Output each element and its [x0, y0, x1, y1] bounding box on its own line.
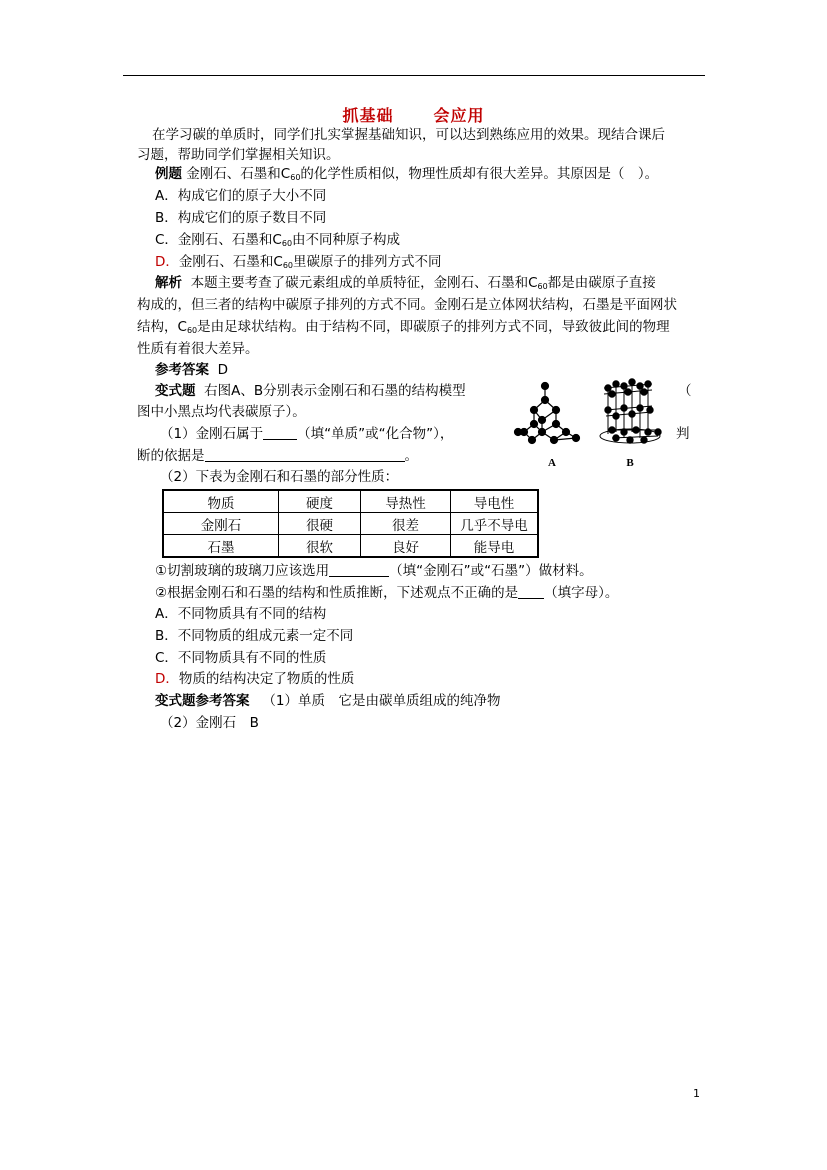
variant-label: 变式题 [155, 383, 196, 399]
variant-answer-line-2: （2）金刚石 B [160, 715, 259, 731]
variant-answer-line-1: 变式题参考答案 （1）单质 它是由碳单质组成的纯净物 [155, 693, 501, 709]
option-d-letter: D． [155, 254, 179, 270]
table-header-cell: 硬度 [279, 490, 361, 513]
analysis-line-2: 构成的，但三者的结构中碳原子排列的方式不同。金刚石是立体网状结构，石墨是平面网状 [137, 297, 677, 313]
table-header-cell: 导电性 [451, 490, 539, 513]
table-cell: 能导电 [451, 535, 539, 558]
table-cell: 金刚石 [163, 513, 279, 535]
table-header-cell: 导热性 [361, 490, 451, 513]
table-cell: 几乎不导电 [451, 513, 539, 535]
example-label: 例题 [155, 166, 182, 182]
header-rule [123, 75, 705, 76]
figure-label-b: B [626, 457, 634, 469]
figure-label-a: A [548, 457, 556, 469]
answer-blank-1[interactable] [263, 426, 297, 440]
analysis-line-4: 性质有着很大差异。 [137, 341, 259, 357]
table-cell: 石墨 [163, 535, 279, 558]
variant-paren: （ [678, 383, 692, 399]
example-option-d: D．金刚石、石墨和$C_{60}$里碳原子的排列方式不同 [155, 254, 442, 270]
answer-blank-4[interactable] [518, 585, 544, 599]
answer-label: 参考答案 [155, 362, 209, 378]
answer-blank-2[interactable] [205, 448, 405, 462]
analysis-label: 解析 [155, 275, 182, 291]
variant-q1: （1）金刚石属于 （填“单质”或“化合物”）， [160, 426, 454, 442]
table-row [163, 535, 538, 558]
table-header-cell: 物质 [163, 490, 279, 513]
diamond-structure-model [515, 383, 580, 444]
variant-option-d: D．物质的结构决定了物质的性质 [155, 671, 355, 687]
variant-option-d-letter: D． [155, 671, 179, 687]
graphite-structure-model [600, 379, 661, 443]
table-cell: 很软 [279, 535, 361, 558]
sub-question-2: ②根据金刚石和石墨的结构和性质推断，下述观点不正确的是 （填字母）。 [155, 585, 619, 601]
table-cell: 很差 [361, 513, 451, 535]
answer-value: D [217, 362, 228, 378]
variant-question: 变式题 右图A、B分别表示金刚石和石墨的结构模型 [155, 383, 466, 399]
intro-line-2: 习题，帮助同学们掌握相关知识。 [137, 147, 340, 163]
title-right: 会应用 [433, 106, 485, 125]
page-number: 1 [693, 1087, 700, 1100]
table-header-row [163, 490, 538, 513]
carbon-structure-figure [512, 374, 670, 470]
example-option-b: B．构成它们的原子数目不同 [155, 210, 327, 226]
title-left: 抓基础 [342, 106, 394, 125]
example-option-a: A．构成它们的原子大小不同 [155, 188, 327, 204]
analysis-line-1: 解析 本题主要考查了碳元素组成的单质特征，金刚石、石墨和$C_{60}$都是由碳原子直接 [155, 275, 656, 291]
example-option-c: C．金刚石、石墨和$C_{60}$由不同种原子构成 [155, 232, 401, 248]
example-question: 例题 金刚石、石墨和$C_{60}$的化学性质相似，物理性质却有很大差异。其原因是（ ）。 [155, 166, 659, 182]
page-title [0, 103, 827, 126]
variant-question-2: 图中小黑点均代表碳原子）。 [137, 404, 306, 420]
variant-option-c: C．不同物质具有不同的性质 [155, 650, 327, 666]
variant-q2: （2）下表为金刚石和石墨的部分性质： [160, 469, 399, 485]
variant-option-a: A．不同物质具有不同的结构 [155, 606, 327, 622]
answer-blank-3[interactable] [329, 563, 389, 577]
sub-question-1: ①切割玻璃的玻璃刀应该选用 （填“金刚石”或“石墨”）做材料。 [155, 563, 593, 579]
variant-option-b: B．不同物质的组成元素一定不同 [155, 628, 354, 644]
variant-answer-label: 变式题参考答案 [155, 693, 250, 709]
analysis-line-3: 结构，$C_{60}$是由足球状结构。由于结构不同，即碳原子的排列方式不同，导致彼此间的物理 [137, 319, 670, 335]
answer-line [155, 360, 228, 380]
intro-line-1: 在学习碳的单质时，同学们扎实掌握基础知识，可以达到熟练应用的效果。现结合课后 [152, 127, 665, 143]
variant-q1-tail: 判 [676, 426, 690, 442]
variant-q1-basis: 断的依据是 。 [137, 448, 418, 464]
table-row [163, 513, 538, 535]
table-cell: 很硬 [279, 513, 361, 535]
table-cell: 良好 [361, 535, 451, 558]
properties-table [162, 489, 539, 558]
